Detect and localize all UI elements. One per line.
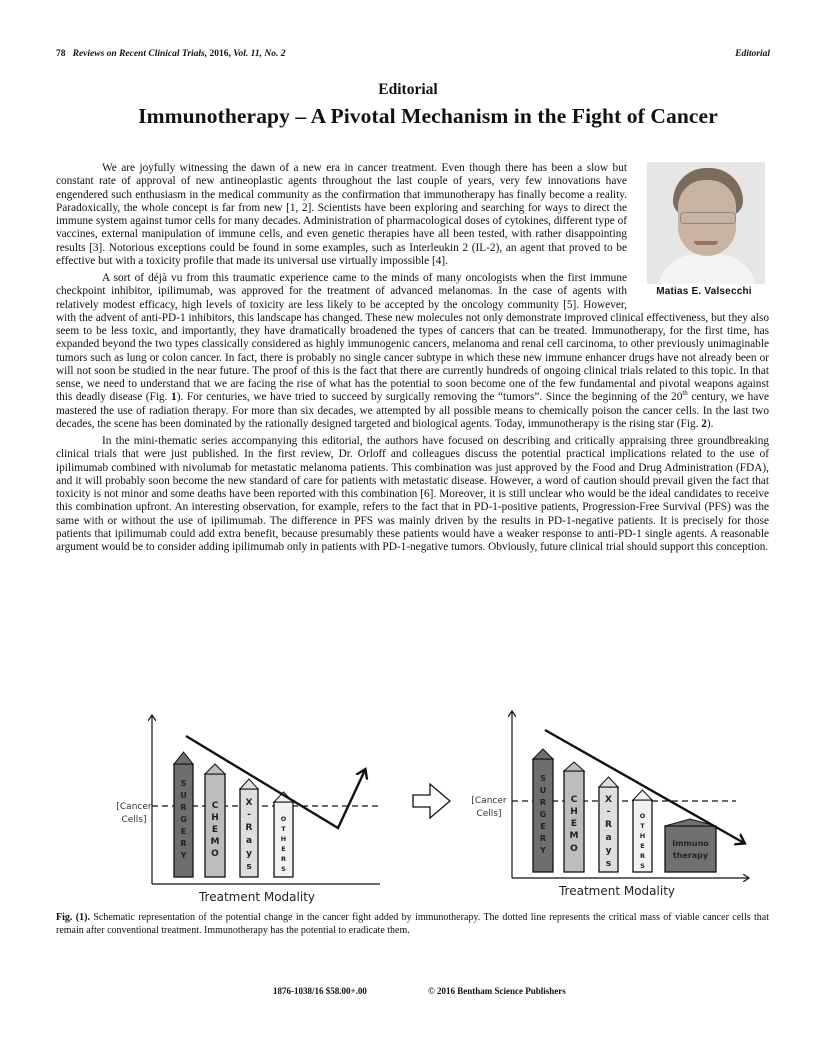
journal-volume: Vol. 11, No. 2 (233, 49, 286, 59)
author-name: Matias E. Valsecchi (656, 286, 752, 297)
figure-1-diagram (0, 706, 816, 906)
svg-text:-: - (606, 807, 611, 817)
copyright: © 2016 Bentham Science Publishers (428, 986, 566, 996)
article-title: Immunotherapy – A Pivotal Mechanism in the Fight of Cancer (138, 104, 718, 128)
svg-text:U: U (180, 791, 187, 800)
svg-text:E: E (281, 845, 286, 853)
svg-text:E: E (570, 819, 578, 829)
svg-text:Y: Y (180, 851, 187, 860)
figure-caption-text: Schematic representation of the potential change in the cancer fight added by immunotherapy. The dotted line represents the critical mass of viable cancer cells that remain after conventional treatment. Immunotherapy has the potential to eradicate them. (56, 912, 770, 936)
svg-text:U: U (539, 786, 547, 795)
svg-text:E: E (540, 822, 546, 831)
svg-text:S: S (540, 774, 546, 783)
svg-text:R: R (180, 839, 187, 848)
svg-text:E: E (211, 825, 219, 835)
svg-text:s: s (246, 862, 252, 872)
running-section: Editorial (735, 49, 770, 59)
svg-text:-: - (247, 810, 251, 820)
svg-text:Cells]: Cells] (476, 809, 502, 819)
svg-text:M: M (569, 831, 579, 841)
svg-text:X: X (605, 795, 612, 805)
journal-year: 2016, (209, 49, 231, 59)
svg-text:R: R (180, 803, 187, 812)
svg-text:Y: Y (540, 846, 546, 855)
svg-text:[Cancer: [Cancer (116, 802, 152, 812)
fig-2-link[interactable]: 2 (701, 417, 707, 430)
fig-1-link[interactable]: 1 (171, 391, 177, 404)
figure-1 (0, 706, 816, 906)
paragraph-2: A sort of déjà vu from this traumatic experience came to the minds of many oncologists when the first immune checkpoint inhibitor, ipilimumab, was approved for the treatment of advanced melanomas. In the case of agents with relatively modest efficacy, high levels of toxicity are less likely to be accepted by the oncology community [5]. However, with the advent of anti-PD-1 inhibitors, this landscape has changed. These new molecules not only demonstrate improved clinical effectiveness, but they also seem to be less toxic, and importantly, they have dramatically broadened the types of cancers that can be treated. Immunotherapy, for the first time, has expanded beyond the two types classically considered as highly immunogenic cancers, melanoma and renal cell carcinoma, to other previously unimaginable tumors such as lung or colon cancer. In fact, there is probably no single cancer subtype in which these new immune enhancer drugs have not already been or will not soon be studied in the near future. The proof of this is the fact that there are currently hundreds of ongoing clinical trials related to this topic. In that sense, we need to understand that we are facing the rise of what has the potential to soon become one of the few fundamental and pivotal weapons against this deadly disease (Fig. 1). For centuries, we have tried to succeed by surgically removing the “tumors”. Since the beginning of the 20th century, we have mastered the use of radiation therapy. For more than six decades, we attempted by all possible means to chemically poison the cancer cells. In the last two decades, the scene has been dominated by the rationally designed targeted and biological agents. Today, immunotherapy is the rising star (Fig. 2). (56, 272, 770, 430)
svg-text:T: T (281, 825, 286, 833)
svg-text:C: C (211, 801, 219, 811)
journal-citation (56, 49, 286, 59)
svg-text:S: S (180, 779, 187, 788)
running-head (56, 49, 770, 63)
svg-text:R: R (280, 855, 287, 863)
svg-text:H: H (570, 807, 578, 817)
paragraph-3: In the mini-thematic series accompanying this editorial, the authors have focused on describing and critically appraising three groundbreaking clinical trials that were just published. In the first review, Dr. Orloff and colleagues discuss the potential practical implications related to the use of ipilimumab combined with nivolumab for metastatic melanoma patients. This combination was just approved by the Food and Drug Administration (FDA), and it will probably soon become the new standard of care for patients with metastatic disease. However, a word of caution should prevail given the fact that toxicity is not minor and some deaths have been reported with this combination [6]. Moreover, it is still unclear who would be the ideal candidates to receive this combination upfront. An interesting observation, for example, refers to the fact that in PD-1-positive patients, Progression-Free Survival (PFS) was the same with or without the use of ipilimumab. The difference in PFS was mainly driven by the results in PD-1-negative patients. It is precisely for those patients that ipilimumab could add extra benefit, because presumably these patients would have a weaker response to anti-PD-1 single agents. A reasonable argument would be to consider adding ipilimumab only in patients with PD-1-negative tumors. Obviously, future clinical trial should support this conception. (56, 435, 769, 553)
page-number: 78 (56, 49, 66, 59)
svg-text:y: y (246, 849, 252, 859)
panel-immunotherapy (471, 712, 748, 898)
svg-text:E: E (180, 827, 187, 836)
svg-text:R: R (605, 820, 612, 830)
svg-text:O: O (280, 815, 287, 823)
svg-text:H: H (639, 832, 646, 840)
svg-text:a: a (605, 833, 612, 843)
svg-text:R: R (245, 823, 253, 833)
journal-name: Reviews on Recent Clinical Trials, (72, 49, 208, 59)
svg-text:H: H (211, 813, 219, 823)
svg-text:O: O (639, 812, 646, 820)
svg-text:Treatment Modality: Treatment Modality (558, 884, 676, 898)
svg-text:Cells]: Cells] (121, 815, 147, 825)
issn-price: 1876-1038/16 $58.00+.00 (273, 986, 367, 996)
transition-arrow-icon (413, 784, 450, 818)
svg-text:O: O (211, 849, 219, 859)
article-body (56, 162, 769, 558)
author-photo (647, 162, 765, 284)
svg-text:C: C (570, 795, 578, 805)
svg-text:Treatment Modality: Treatment Modality (198, 890, 316, 904)
figure-label: Fig. (1). (56, 912, 90, 923)
svg-text:O: O (570, 844, 578, 854)
svg-text:R: R (539, 834, 547, 843)
svg-text:[Cancer: [Cancer (471, 796, 507, 806)
svg-text:a: a (245, 836, 253, 846)
svg-text:y: y (605, 846, 612, 856)
svg-text:M: M (210, 837, 220, 847)
svg-text:S: S (640, 862, 645, 870)
panel-conventional (116, 716, 380, 904)
svg-text:X: X (245, 798, 253, 808)
paragraph-1: We are joyfully witnessing the dawn of a new era in cancer treatment. Even though there has been a slow but constant rate of approval of new antineoplastic agents throughout the last couple of years, very few innovations have engendered such enthusiasm in the medical community as the confirmation that immunotherapy has finally become a reality. Paradoxically, the whole concept is far from new [1, 2]. Scientists have been exploring and searching for ways to direct the immune system against tumor cells for many decades. Administration of pharmacological doses of cytokines, different type of vaccines, external manipulation of immune cells, and even genetic therapies have all been tested, with rather disappointing results [3]. Notorious exceptions could be found in some examples, such as Interleukin 2 (IL-2), an agent that proved to be effective but with a toxicity profile that made its universal use virtually impossible [4]. (56, 162, 627, 267)
svg-text:R: R (639, 852, 646, 860)
svg-text:T: T (640, 822, 645, 830)
svg-text:therapy: therapy (672, 851, 709, 860)
svg-text:H: H (280, 835, 287, 843)
svg-text:s: s (605, 859, 612, 869)
author-photo-box (639, 162, 769, 302)
svg-text:R: R (539, 798, 547, 807)
svg-text:S: S (281, 865, 286, 873)
figure-caption (56, 912, 769, 937)
section-label: Editorial (378, 81, 438, 98)
svg-text:G: G (539, 810, 547, 819)
svg-text:E: E (640, 842, 645, 850)
svg-text:G: G (180, 815, 187, 824)
svg-text:Immuno: Immuno (672, 839, 709, 848)
